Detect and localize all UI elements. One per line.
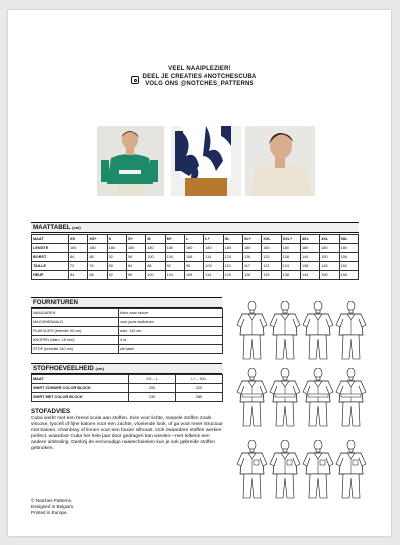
cell: 92 <box>107 271 126 280</box>
cell: L+ <box>204 235 223 244</box>
shirt-drawing <box>302 368 334 433</box>
cell: 112 <box>262 262 281 271</box>
cell: 96 <box>184 262 203 271</box>
cell: 5XL <box>339 235 358 244</box>
cell: 103 <box>204 262 223 271</box>
cell: 100 <box>146 271 165 280</box>
cell: 156 <box>339 271 358 280</box>
cell: L <box>184 235 203 244</box>
shirt-drawing <box>236 368 268 433</box>
cell: 180 <box>88 244 107 253</box>
cell: 180 <box>184 244 203 253</box>
cell: 230 <box>129 393 176 402</box>
cell: 144 <box>300 271 319 280</box>
cell: 120 <box>223 271 242 280</box>
row-label: HEUP <box>32 271 69 280</box>
cell: S <box>107 235 126 244</box>
cell: 132 <box>262 253 281 262</box>
fournituren-row <box>32 318 223 327</box>
cell: 285 <box>176 393 223 402</box>
stofhoeveelheid-title: STOFHOEVEELHEID <box>33 365 94 372</box>
cell: 200 <box>129 384 176 393</box>
cell: voor jouw stofkeuze <box>119 318 223 327</box>
shirt-drawing <box>269 368 301 433</box>
fournituren-row <box>32 327 223 336</box>
cell: 84 <box>69 253 88 262</box>
cell: 114 <box>204 271 223 280</box>
cell: kleur naar keuze <box>119 309 223 318</box>
shirt-drawing <box>269 440 301 505</box>
size-table <box>31 234 359 280</box>
stofhoeveelheid-table <box>31 374 223 402</box>
cell: 92 <box>165 262 184 271</box>
cell: 110 <box>223 262 242 271</box>
shirt-drawing <box>335 440 367 505</box>
shirt-drawing <box>335 368 367 433</box>
cell: 138 <box>300 262 319 271</box>
shirt-drawing <box>236 301 268 366</box>
cell: 180 <box>242 244 261 253</box>
cell: 126 <box>242 271 261 280</box>
shirt-drawing <box>335 301 367 366</box>
fournituren-row <box>32 345 223 354</box>
cell: 180 <box>223 244 242 253</box>
cell: 180 <box>262 244 281 253</box>
stofhoeveelheid-header <box>31 363 222 374</box>
header-line2: DEEL JE CREATIES #NOTCHESCUBA <box>142 73 257 80</box>
cell: 96 <box>126 253 145 262</box>
cell: 92 <box>107 253 126 262</box>
cell: XXL+ <box>281 235 300 244</box>
row-label: MAAT <box>32 235 69 244</box>
cell: 88 <box>88 271 107 280</box>
table-header-row <box>32 235 359 244</box>
shirt-drawing <box>302 440 334 505</box>
row-label: LENGTE <box>32 244 69 253</box>
fournituren-title: FOURNITUREN <box>33 299 79 306</box>
cell: 104 <box>165 253 184 262</box>
cell: 124 <box>281 262 300 271</box>
cell: 108 <box>184 253 203 262</box>
table-row <box>32 253 359 262</box>
header-line1: VEEL NAAIPLEZIER! <box>168 66 231 72</box>
footer-designed: Designed in Belgium. <box>31 503 75 509</box>
shirt-drawing <box>236 440 268 505</box>
cell: 84 <box>69 271 88 280</box>
cell: KNOPEN (diam. 15 mm) <box>32 336 119 345</box>
cell: 180 <box>107 244 126 253</box>
cell: S+ <box>126 235 145 244</box>
cell: 104 <box>165 271 184 280</box>
cell: STOF (breedte 140 cm) <box>32 345 119 354</box>
cell: 180 <box>126 244 145 253</box>
cell: 145 <box>320 262 339 271</box>
table-header-row <box>32 375 223 384</box>
stofhoeveelheid-unit: (cm) <box>95 366 104 371</box>
cell: 144 <box>300 253 319 262</box>
cell: 72 <box>69 262 88 271</box>
cell: 100 <box>146 253 165 262</box>
cell: XS <box>69 235 88 244</box>
table-row <box>32 384 223 393</box>
cell: NAAIGAREN <box>32 309 119 318</box>
cell: 150 <box>320 271 339 280</box>
maattabel-header <box>31 222 359 233</box>
cell: 152 <box>339 262 358 271</box>
cell: 156 <box>339 253 358 262</box>
footer-copyright: © Notches Patterns. <box>31 498 73 503</box>
cell: 180 <box>320 244 339 253</box>
cell: SHIRT ZONDER COLOR BLOCK <box>32 384 129 393</box>
cell: 138 <box>281 253 300 262</box>
table-row <box>32 244 359 253</box>
cell: 4 st. <box>119 336 223 345</box>
cell: 117 <box>242 262 261 271</box>
footer <box>31 498 74 515</box>
photo-model-patterned-shirt <box>171 126 241 196</box>
cell: 114 <box>204 253 223 262</box>
photo-model-cream-shirt <box>245 126 315 196</box>
cell: MAAT <box>32 375 129 384</box>
stofadvies-title: STOFADVIES <box>31 408 71 415</box>
fournituren-table <box>31 308 223 354</box>
table-row <box>32 393 223 402</box>
cell: XL <box>223 235 242 244</box>
cell: zie tabel <box>119 345 223 354</box>
cell: 3XL <box>300 235 319 244</box>
cell: max. 110 cm <box>119 327 223 336</box>
cell: 108 <box>184 271 203 280</box>
cell: 180 <box>165 244 184 253</box>
cell: 180 <box>146 244 165 253</box>
table-row <box>32 262 359 271</box>
cell: XXL <box>262 235 281 244</box>
cell: 96 <box>126 271 145 280</box>
cell: 180 <box>281 244 300 253</box>
cell: 120 <box>223 253 242 262</box>
maattabel-title: MAATTABEL <box>33 224 71 231</box>
photo-model-green-shirt <box>97 126 164 196</box>
pattern-page <box>8 10 391 536</box>
table-row <box>32 271 359 280</box>
cell: 84 <box>126 262 145 271</box>
shirt-drawing <box>302 301 334 366</box>
fournituren-row <box>32 336 223 345</box>
footer-printed: Printed in Europe. <box>31 509 68 515</box>
cell: 180 <box>339 244 358 253</box>
cell: 180 <box>204 244 223 253</box>
header-line3: VOLG ONS @NOTCHES_PATTERNS <box>145 81 254 87</box>
cell: L+ – 5XL <box>176 375 223 384</box>
cell: MACHINENAALD <box>32 318 119 327</box>
cell: 138 <box>281 271 300 280</box>
shirt-drawing <box>269 301 301 366</box>
cell: 180 <box>300 244 319 253</box>
cell: 80 <box>107 262 126 271</box>
fournituren-header <box>31 297 222 308</box>
stofadvies-text: Cuba werkt met een breed scala aan stoffen. Kies voor lichte, soepele stoffen zoals viscose, lyocell of fijne katoen voor een zachte, vloeiende look, of ga voor meer structuur met katoen, chambray of linnen voor een boxier silhouet. Ook zwaardere stoffen werken perfect, waardoor Cuba het hele jaar door gedragen kan worden—met telkens een andere uitstraling. Dankzij de eenvoudige naaitechnieken kun je ook gebreide stoffen gebruiken. <box>31 416 223 451</box>
cell: 76 <box>88 262 107 271</box>
cell: XS – L <box>129 375 176 384</box>
row-label: TAILLE <box>32 262 69 271</box>
cell: 150 <box>320 253 339 262</box>
cell: 126 <box>242 253 261 262</box>
cell: M <box>146 235 165 244</box>
cell: 4XL <box>320 235 339 244</box>
cell: XL+ <box>242 235 261 244</box>
cell: M+ <box>165 235 184 244</box>
fournituren-row <box>32 309 223 318</box>
row-label: BORST <box>32 253 69 262</box>
cell: 88 <box>146 262 165 271</box>
cell: 225 <box>176 384 223 393</box>
maattabel-unit: (cm) <box>72 225 81 230</box>
cell: 132 <box>262 271 281 280</box>
cell: 88 <box>88 253 107 262</box>
cell: PLAKVLIES (breedte 90 cm) <box>32 327 119 336</box>
cell: 180 <box>69 244 88 253</box>
header-block <box>8 66 391 89</box>
cell: SHIRT MET COLOR BLOCK <box>32 393 129 402</box>
cell: XS+ <box>88 235 107 244</box>
